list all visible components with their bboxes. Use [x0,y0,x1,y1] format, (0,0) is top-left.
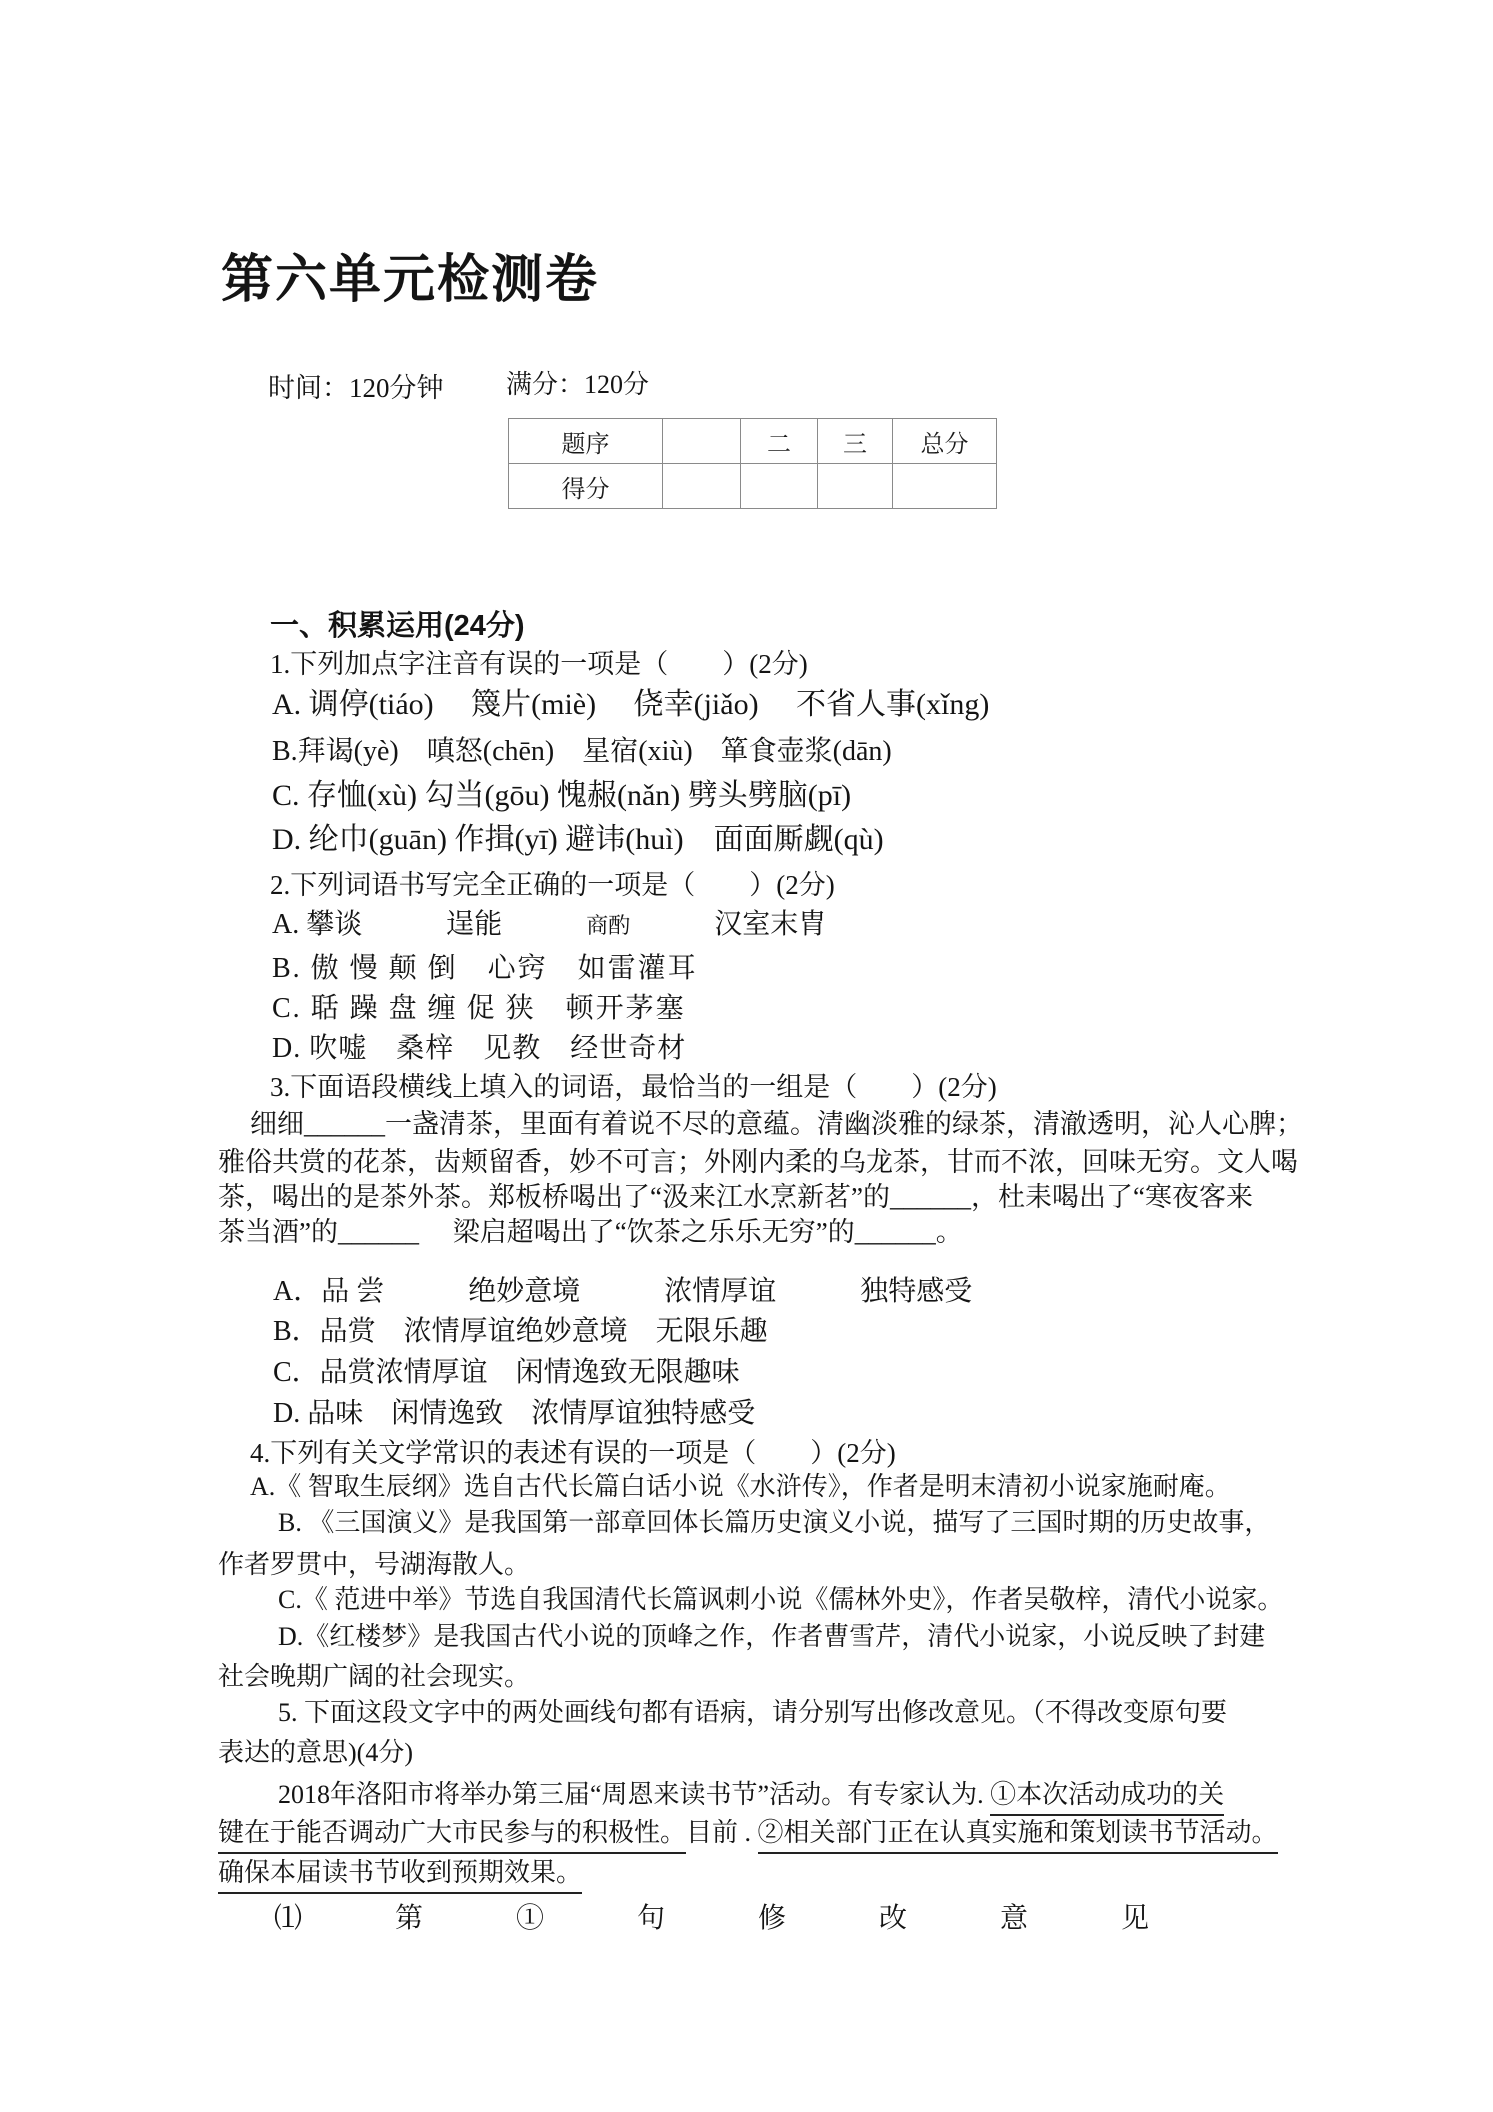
q2-option-a [272,907,826,942]
q5-underlined-sentence-1: ①本次活动成功的关 [990,1780,1224,1816]
score-table-cell [741,464,818,509]
q5-passage-line2 [218,1817,1278,1850]
q5-passage-text: 目前 . [686,1818,758,1847]
score-table-cell: 二 [741,419,818,464]
q5-underlined-sentence-2: ②相关部门正在认真实施和策划读书节活动。 [758,1818,1278,1854]
q2-option-d: D. 吹嘘 桑梓 见教 经世奇材 [272,1033,687,1064]
q1-option-d: D. 纶巾(guān) 作揖(yī) 避讳(huì) 面面厮觑(qù) [272,823,884,856]
q3-passage-line4: 茶当酒”的______ 梁启超喝出了“饮茶之乐乐无穷”的______。 [218,1217,963,1247]
score-table-cell [818,464,893,509]
q5-passage-line3 [218,1857,582,1890]
score-table-cell: 总分 [893,419,997,464]
q5-answer-row-label: ⑴ 第 ① 句 修 改 意 见 [274,1903,1150,1934]
q4-option-d-line1: D.《红楼梦》是我国古代小说的顶峰之作，作者曹雪芹，清代小说家，小说反映了封建 [278,1622,1266,1651]
q1-option-a: A. 调停(tiáo) 篾片(miè) 侥幸(jiǎo) 不省人事(xǐng) [272,688,990,721]
q4-option-b-line2: 作者罗贯中，号湖海散人。 [218,1550,531,1579]
q1-option-b: B.拜谒(yè) 嗔怒(chēn) 星宿(xiù) 箪食壶浆(dān) [272,736,892,767]
score-table-cell [663,464,741,509]
q2-stem: 2.下列词语书写完全正确的一项是（ ）(2分) [270,870,835,900]
section-1-heading: 一、积累运用(24分) [270,610,525,642]
score-table-cell: 得分 [509,464,663,509]
score-table-cell [663,419,741,464]
q2-option-a-small-word: 商酌 [586,913,631,938]
full-score-label: 满分：120分 [506,370,650,399]
q2-option-a-text: 汉室末胄 [630,909,827,940]
q4-option-d-line2: 社会晚期广阔的社会现实。 [218,1662,531,1691]
q3-option-a: A．品 尝 绝妙意境 浓情厚谊 独特感受 [273,1276,973,1307]
q3-option-d: D. 品味 闲情逸致 浓情厚谊独特感受 [273,1398,756,1429]
score-table-header-row [509,419,997,464]
q5-underlined-sentence-1-cont: 键在于能否调动广大市民参与的积极性。 [218,1818,686,1854]
score-table-cell: 三 [818,419,893,464]
q5-stem-line2: 表达的意思)(4分) [218,1738,413,1767]
q4-stem: 4.下列有关文学常识的表述有误的一项是（ ）(2分) [250,1438,896,1468]
q4-option-a: A.《 智取生辰纲》选自古代长篇白话小说《水浒传》，作者是明末清初小说家施耐庵。 [250,1472,1231,1501]
q1-stem: 1.下列加点字注音有误的一项是（ ）(2分) [270,649,808,679]
q2-option-c: C. 聒 躁 盘 缠 促 狭 顿开茅塞 [272,993,686,1024]
q5-stem-line1: 5. 下面这段文字中的两处画线句都有语病，请分别写出修改意见。（不得改变原句要 [278,1698,1228,1727]
q3-option-b: B．品赏 浓情厚谊绝妙意境 无限乐趣 [273,1316,768,1347]
q3-option-c: C．品赏浓情厚谊 闲情逸致无限趣味 [273,1357,740,1388]
q2-option-b: B. 傲 慢 颠 倒 心窍 如雷灌耳 [272,953,698,984]
q3-passage-line3: 茶，喝出的是茶外茶。郑板桥喝出了“汲来江水烹新茗”的______，杜耒喝出了“寒夜客来 [218,1182,1253,1212]
time-limit-label: 时间：120分钟 [268,373,444,403]
q4-option-b-line1: B. 《三国演义》是我国第一部章回体长篇历史演义小说，描写了三国时期的历史故事， [278,1508,1271,1537]
score-table-score-row [509,464,997,509]
q5-passage-text: 2018年洛阳市将举办第三届“周恩来读书节”活动。有专家认为. [278,1780,991,1809]
score-table [508,418,997,509]
q3-stem: 3.下面语段横线上填入的词语，最恰当的一组是（ ）(2分) [270,1072,997,1102]
q3-passage-line1: 细细______一盏清茶，里面有着说不尽的意蕴。清幽淡雅的绿茶，清澈透明，沁人心脾； [250,1109,1303,1139]
score-table-cell: 题序 [509,419,663,464]
q3-passage-line2: 雅俗共赏的花茶，齿颊留香，妙不可言；外刚内柔的乌龙茶，甘而不浓，回味无穷。文人喝 [218,1147,1298,1177]
q5-passage-line1 [278,1779,1224,1812]
q4-option-c: C.《 范进中举》节选自我国清代长篇讽刺小说《儒林外史》，作者吴敬梓，清代小说家。 [278,1585,1284,1614]
q1-option-c: C. 存恤(xù) 勾当(gōu) 愧赧(nǎn) 劈头劈脑(pī) [272,779,852,812]
q5-underlined-sentence-2-cont: 确保本届读书节收到预期效果。 [218,1858,582,1894]
q2-option-a-text: A. 攀谈 逞能 [272,909,587,940]
page-title: 第六单元检测卷 [221,252,600,309]
score-table-cell [893,464,997,509]
